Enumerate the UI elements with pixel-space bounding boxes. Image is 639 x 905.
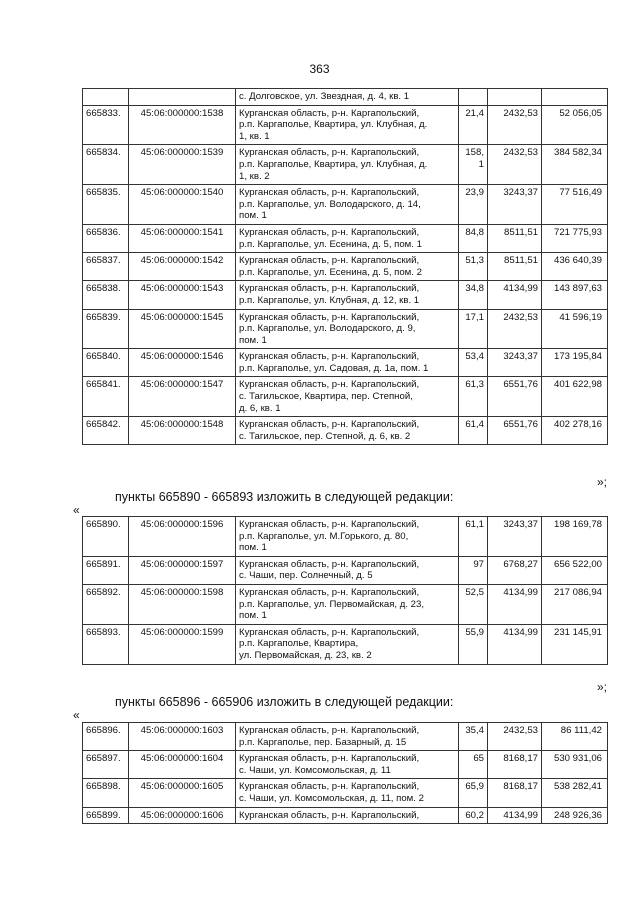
table-row — [83, 779, 608, 807]
cell-item-number — [83, 253, 129, 281]
cell-item-number-text: 665835. — [86, 187, 121, 199]
cell-address — [236, 517, 459, 557]
cell-total-value — [542, 349, 608, 377]
table-row — [83, 89, 608, 106]
cell-unit-value-text: 6768,27 — [503, 558, 538, 570]
cell-total-value-text: 384 582,34 — [553, 147, 602, 159]
cell-unit-value — [488, 105, 542, 145]
cell-cadastral-number-text: 45:06:000000:1598 — [140, 586, 224, 598]
address-line: с. Тагильское, пер. Степной, д. 6, кв. 2 — [239, 430, 411, 442]
address-line: р.п. Каргаполье, ул. Есенина, д. 5, пом. 1 — [239, 238, 422, 250]
address-line: Курганская область, р-н. Каргапольский, — [239, 255, 420, 267]
cell-unit-value — [488, 807, 542, 824]
address-line: р.п. Каргаполье, ул. Володарского, д. 14, — [239, 198, 421, 210]
cell-area-text: 158, 1 — [465, 147, 484, 170]
address-line: пом. 1 — [239, 610, 267, 622]
cell-address — [236, 556, 459, 584]
cell-total-value-text: 436 640,39 — [553, 255, 602, 267]
address-line: р.п. Каргаполье, Квартира, ул. Клубная, д. — [239, 119, 428, 131]
closing-quote-1: »; — [596, 475, 607, 489]
cell-unit-value-text: 8511,51 — [504, 226, 538, 238]
cell-total-value-text: 231 145,91 — [553, 626, 602, 638]
cell-area — [459, 89, 488, 106]
cell-total-value-text: 402 278,16 — [553, 419, 602, 431]
cell-unit-value-text: 8511,51 — [504, 255, 538, 267]
cell-address — [236, 584, 459, 624]
cell-unit-value-text: 4134,99 — [503, 283, 538, 295]
cell-unit-value — [488, 309, 542, 349]
cell-address — [236, 723, 459, 751]
cell-unit-value-text: 2432,53 — [503, 147, 538, 159]
instruction-text-1: пункты 665890 - 665893 изложить в следующей редакции: — [115, 490, 454, 504]
cell-address — [236, 253, 459, 281]
cell-item-number — [83, 751, 129, 779]
cell-area — [459, 584, 488, 624]
cell-total-value — [542, 779, 608, 807]
cell-total-value — [542, 807, 608, 824]
address-line: 1, кв. 1 — [239, 130, 270, 142]
table-row — [83, 349, 608, 377]
cell-area-text: 61,3 — [465, 379, 484, 391]
cell-address — [236, 309, 459, 349]
cell-total-value-text: 198 169,78 — [553, 519, 602, 530]
table-row — [83, 584, 608, 624]
cell-cadastral-number-text: 45:06:000000:1543 — [140, 283, 224, 295]
cell-area-text: 65 — [473, 753, 484, 765]
address-line: Курганская область, р-н. Каргапольский, — [239, 379, 420, 391]
cell-area — [459, 779, 488, 807]
cell-area — [459, 807, 488, 824]
cell-item-number-text: 665892. — [86, 586, 121, 598]
table-row — [83, 751, 608, 779]
cell-area — [459, 349, 488, 377]
table-row — [83, 556, 608, 584]
cell-area-text: 35,4 — [465, 725, 484, 736]
address-line: Курганская область, р-н. Каргапольский, — [239, 626, 420, 638]
address-line: пом. 1 — [239, 542, 267, 554]
cell-total-value — [542, 105, 608, 145]
cell-area-text: 34,8 — [465, 283, 484, 295]
cell-area-text: 61,1 — [465, 519, 484, 530]
cell-unit-value — [488, 224, 542, 252]
cell-unit-value-text: 6551,76 — [503, 379, 538, 391]
cell-cadastral-number — [129, 517, 236, 557]
cell-unit-value — [488, 145, 542, 185]
cell-total-value — [542, 224, 608, 252]
cell-cadastral-number — [129, 807, 236, 824]
cell-address — [236, 377, 459, 417]
cell-unit-value-text: 3243,37 — [503, 187, 538, 199]
table-row — [83, 309, 608, 349]
cell-item-number-text: 665841. — [86, 379, 121, 391]
cell-address — [236, 349, 459, 377]
address-line: Курганская область, р-н. Каргапольский, — [239, 558, 420, 570]
cell-total-value — [542, 253, 608, 281]
address-line: пом. 1 — [239, 334, 267, 346]
cell-item-number-text: 665839. — [86, 311, 121, 323]
cell-item-number — [83, 517, 129, 557]
address-line: д. 6, кв. 1 — [239, 402, 281, 414]
cell-item-number-text: 665893. — [86, 626, 121, 638]
cell-item-number-text: 665899. — [86, 809, 121, 821]
cell-unit-value — [488, 517, 542, 557]
cell-total-value — [542, 417, 608, 445]
address-line: Курганская область, р-н. Каргапольский, — [239, 283, 420, 295]
cell-item-number — [83, 185, 129, 225]
cell-cadastral-number-text: 45:06:000000:1542 — [140, 255, 224, 267]
cell-cadastral-number-text: 45:06:000000:1546 — [140, 351, 224, 363]
cell-item-number — [83, 281, 129, 309]
cell-item-number-text: 665891. — [86, 558, 121, 570]
cell-cadastral-number-text: 45:06:000000:1548 — [140, 419, 224, 431]
opening-quote-1: « — [73, 503, 80, 517]
cell-cadastral-number — [129, 723, 236, 751]
cell-unit-value-text: 3243,37 — [503, 519, 538, 530]
table-row — [83, 253, 608, 281]
address-line: Курганская область, р-н. Каргапольский, — [239, 351, 420, 363]
cell-total-value-text: 173 195,84 — [553, 351, 602, 363]
table-row — [83, 224, 608, 252]
table-row — [83, 281, 608, 309]
cell-item-number — [83, 556, 129, 584]
cell-area — [459, 377, 488, 417]
cell-total-value-text: 248 926,36 — [553, 809, 602, 821]
address-line: Курганская область, р-н. Каргапольский, — [239, 147, 420, 159]
cell-item-number-text: 665896. — [86, 725, 121, 736]
cell-item-number — [83, 224, 129, 252]
cell-area-text: 60,2 — [465, 809, 484, 821]
cell-cadastral-number — [129, 584, 236, 624]
cell-area-text: 97 — [473, 558, 484, 570]
cell-unit-value-text: 2432,53 — [503, 107, 538, 119]
cell-cadastral-number-text: 45:06:000000:1605 — [140, 781, 224, 793]
cell-cadastral-number — [129, 89, 236, 106]
cell-area — [459, 556, 488, 584]
cell-total-value-text: 52 056,05 — [559, 107, 602, 119]
cell-cadastral-number-text: 45:06:000000:1604 — [140, 753, 224, 765]
table-row — [83, 377, 608, 417]
table-row — [83, 517, 608, 557]
cell-area-text: 17,1 — [465, 311, 484, 323]
cell-item-number-text: 665837. — [86, 255, 121, 267]
address-line: с. Тагильское, Квартира, пер. Степной, — [239, 391, 413, 403]
cell-item-number-text: 665890. — [86, 519, 121, 530]
cell-area-text: 53,4 — [465, 351, 484, 363]
cell-item-number — [83, 807, 129, 824]
cell-area — [459, 624, 488, 664]
registry-table-1 — [82, 88, 608, 445]
cell-total-value-text: 41 596,19 — [559, 311, 602, 323]
cell-area — [459, 517, 488, 557]
cell-cadastral-number — [129, 556, 236, 584]
cell-total-value — [542, 723, 608, 751]
cell-area-text: 23,9 — [465, 187, 484, 199]
address-line: Курганская область, р-н. Каргапольский, — [239, 586, 420, 598]
cell-item-number-text: 665842. — [86, 419, 121, 431]
cell-cadastral-number — [129, 751, 236, 779]
cell-item-number-text: 665833. — [86, 107, 121, 119]
cell-area — [459, 751, 488, 779]
cell-area — [459, 105, 488, 145]
cell-cadastral-number-text: 45:06:000000:1545 — [140, 311, 224, 323]
cell-area — [459, 224, 488, 252]
cell-cadastral-number-text: 45:06:000000:1538 — [140, 107, 224, 119]
cell-cadastral-number — [129, 624, 236, 664]
page-number: 363 — [309, 62, 330, 76]
cell-unit-value — [488, 253, 542, 281]
cell-area-text: 52,5 — [465, 586, 484, 598]
cell-area — [459, 281, 488, 309]
cell-total-value — [542, 517, 608, 557]
cell-cadastral-number-text: 45:06:000000:1541 — [140, 226, 224, 238]
address-line: Курганская область, р-н. Каргапольский, — [239, 781, 420, 793]
address-line: р.п. Каргаполье, Квартира, — [239, 638, 359, 650]
cell-area-text: 55,9 — [465, 626, 484, 638]
cell-unit-value — [488, 584, 542, 624]
cell-area — [459, 417, 488, 445]
address-line: Курганская область, р-н. Каргапольский, — [239, 519, 420, 530]
cell-area — [459, 309, 488, 349]
cell-item-number — [83, 89, 129, 106]
cell-cadastral-number — [129, 105, 236, 145]
address-line: р.п. Каргаполье, пер. Базарный, д. 15 — [239, 736, 407, 748]
cell-item-number — [83, 349, 129, 377]
cell-item-number — [83, 723, 129, 751]
cell-area-text: 61,4 — [465, 419, 484, 431]
cell-total-value — [542, 584, 608, 624]
address-line: р.п. Каргаполье, Квартира, ул. Клубная, д. — [239, 158, 428, 170]
cell-total-value-text: 401 622,98 — [553, 379, 602, 391]
cell-unit-value-text: 4134,99 — [503, 809, 538, 821]
address-line: р.п. Каргаполье, ул. Володарского, д. 9, — [239, 323, 416, 335]
cell-item-number-text: 665838. — [86, 283, 121, 295]
cell-total-value-text: 143 897,63 — [553, 283, 602, 295]
address-line: Курганская область, р-н. Каргапольский, — [239, 107, 420, 119]
cell-unit-value-text: 2432,53 — [503, 725, 538, 736]
address-line: с. Чаши, пер. Солнечный, д. 5 — [239, 570, 373, 582]
cell-item-number — [83, 584, 129, 624]
cell-address — [236, 417, 459, 445]
cell-item-number-text: 665898. — [86, 781, 121, 793]
cell-address — [236, 89, 459, 106]
cell-cadastral-number — [129, 377, 236, 417]
cell-total-value-text: 86 111,42 — [560, 725, 602, 736]
cell-unit-value-text: 8168,17 — [503, 781, 538, 793]
table-row — [83, 723, 608, 751]
cell-cadastral-number — [129, 253, 236, 281]
table-row — [83, 185, 608, 225]
address-line: Курганская область, р-н. Каргапольский, — [239, 725, 420, 736]
cell-address — [236, 807, 459, 824]
cell-unit-value — [488, 89, 542, 106]
cell-address — [236, 145, 459, 185]
address-line: р.п. Каргаполье, ул. Садовая, д. 1а, пом. 1 — [239, 362, 429, 374]
cell-address — [236, 624, 459, 664]
cell-total-value-text: 538 282,41 — [553, 781, 602, 793]
cell-unit-value — [488, 779, 542, 807]
cell-cadastral-number — [129, 349, 236, 377]
cell-address — [236, 224, 459, 252]
address-line: р.п. Каргаполье, ул. Клубная, д. 12, кв. 1 — [239, 294, 420, 306]
address-line: ул. Первомайская, д. 23, кв. 2 — [239, 649, 372, 661]
cell-unit-value-text: 3243,37 — [503, 351, 538, 363]
cell-total-value-text: 217 086,94 — [553, 586, 602, 598]
cell-cadastral-number — [129, 417, 236, 445]
address-line: Курганская область, р-н. Каргапольский, — [239, 311, 420, 323]
cell-cadastral-number — [129, 185, 236, 225]
cell-area — [459, 145, 488, 185]
address-line: р.п. Каргаполье, ул. Есенина, д. 5, пом. 2 — [239, 266, 422, 278]
cell-cadastral-number — [129, 224, 236, 252]
cell-unit-value-text: 4134,99 — [503, 586, 538, 598]
cell-address — [236, 751, 459, 779]
address-line: 1, кв. 2 — [239, 170, 270, 182]
cell-area-text: 84,8 — [465, 226, 484, 238]
cell-area — [459, 253, 488, 281]
address-line: Курганская область, р-н. Каргапольский, — [239, 226, 420, 238]
opening-quote-2: « — [73, 708, 80, 722]
cell-item-number — [83, 145, 129, 185]
address-line: Курганская область, р-н. Каргапольский, — [239, 187, 420, 199]
cell-item-number-text: 665840. — [86, 351, 121, 363]
cell-item-number-text: 665836. — [86, 226, 121, 238]
cell-cadastral-number-text: 45:06:000000:1547 — [140, 379, 224, 391]
cell-unit-value — [488, 624, 542, 664]
table-row — [83, 417, 608, 445]
address-line: р.п. Каргаполье, ул. М.Горького, д. 80, — [239, 530, 409, 542]
cell-area — [459, 185, 488, 225]
table-row — [83, 105, 608, 145]
cell-address — [236, 185, 459, 225]
address-line: с. Чаши, ул. Комсомольская, д. 11, пом. 2 — [239, 792, 424, 804]
cell-item-number-text: 665834. — [86, 147, 121, 159]
cell-cadastral-number — [129, 281, 236, 309]
cell-unit-value — [488, 556, 542, 584]
cell-cadastral-number-text: 45:06:000000:1539 — [140, 147, 224, 159]
cell-cadastral-number-text: 45:06:000000:1599 — [140, 626, 224, 638]
instruction-text-2: пункты 665896 - 665906 изложить в следующей редакции: — [115, 695, 454, 709]
registry-table-3 — [82, 722, 608, 824]
cell-unit-value — [488, 349, 542, 377]
cell-cadastral-number-text: 45:06:000000:1597 — [140, 558, 224, 570]
cell-total-value — [542, 309, 608, 349]
cell-unit-value — [488, 751, 542, 779]
cell-item-number — [83, 624, 129, 664]
address-line: р.п. Каргаполье, ул. Первомайская, д. 23, — [239, 598, 425, 610]
cell-item-number — [83, 377, 129, 417]
cell-total-value — [542, 624, 608, 664]
address-line: Курганская область, р-н. Каргапольский, — [239, 753, 420, 765]
cell-unit-value — [488, 185, 542, 225]
cell-unit-value — [488, 281, 542, 309]
cell-item-number-text: 665897. — [86, 753, 121, 765]
cell-area — [459, 723, 488, 751]
cell-area-text: 51,3 — [465, 255, 484, 267]
cell-unit-value — [488, 723, 542, 751]
table-row — [83, 624, 608, 664]
cell-cadastral-number — [129, 145, 236, 185]
cell-address — [236, 105, 459, 145]
cell-total-value-text: 530 931,06 — [553, 753, 602, 765]
table-row — [83, 807, 608, 824]
cell-total-value-text: 656 522,00 — [553, 558, 602, 570]
cell-total-value-text: 721 775,93 — [553, 226, 602, 238]
cell-total-value — [542, 89, 608, 106]
cell-cadastral-number-text: 45:06:000000:1606 — [140, 809, 224, 821]
cell-address — [236, 779, 459, 807]
address-line: с. Долговское, ул. Звездная, д. 4, кв. 1 — [239, 91, 410, 102]
cell-item-number — [83, 779, 129, 807]
cell-item-number — [83, 105, 129, 145]
cell-area-text: 21,4 — [465, 107, 484, 119]
address-line: пом. 1 — [239, 210, 267, 222]
cell-unit-value — [488, 377, 542, 417]
cell-total-value — [542, 281, 608, 309]
cell-address — [236, 281, 459, 309]
cell-item-number — [83, 417, 129, 445]
cell-total-value — [542, 377, 608, 417]
cell-unit-value-text: 8168,17 — [503, 753, 538, 765]
cell-cadastral-number-text: 45:06:000000:1596 — [140, 519, 224, 530]
cell-cadastral-number — [129, 779, 236, 807]
cell-total-value-text: 77 516,49 — [559, 187, 602, 199]
cell-total-value — [542, 145, 608, 185]
cell-unit-value-text: 4134,99 — [503, 626, 538, 638]
registry-table-2 — [82, 516, 608, 665]
cell-total-value — [542, 185, 608, 225]
address-line: Курганская область, р-н. Каргапольский, — [239, 809, 420, 821]
table-row — [83, 145, 608, 185]
address-line: с. Чаши, ул. Комсомольская, д. 11 — [239, 764, 391, 776]
cell-unit-value-text: 2432,53 — [503, 311, 538, 323]
cell-total-value — [542, 556, 608, 584]
cell-unit-value — [488, 417, 542, 445]
cell-cadastral-number-text: 45:06:000000:1603 — [140, 725, 224, 736]
cell-total-value — [542, 751, 608, 779]
cell-unit-value-text: 6551,76 — [503, 419, 538, 431]
address-line: Курганская область, р-н. Каргапольский, — [239, 419, 420, 431]
cell-item-number — [83, 309, 129, 349]
closing-quote-2: »; — [596, 680, 607, 694]
cell-area-text: 65,9 — [465, 781, 484, 793]
cell-cadastral-number-text: 45:06:000000:1540 — [140, 187, 224, 199]
cell-cadastral-number — [129, 309, 236, 349]
